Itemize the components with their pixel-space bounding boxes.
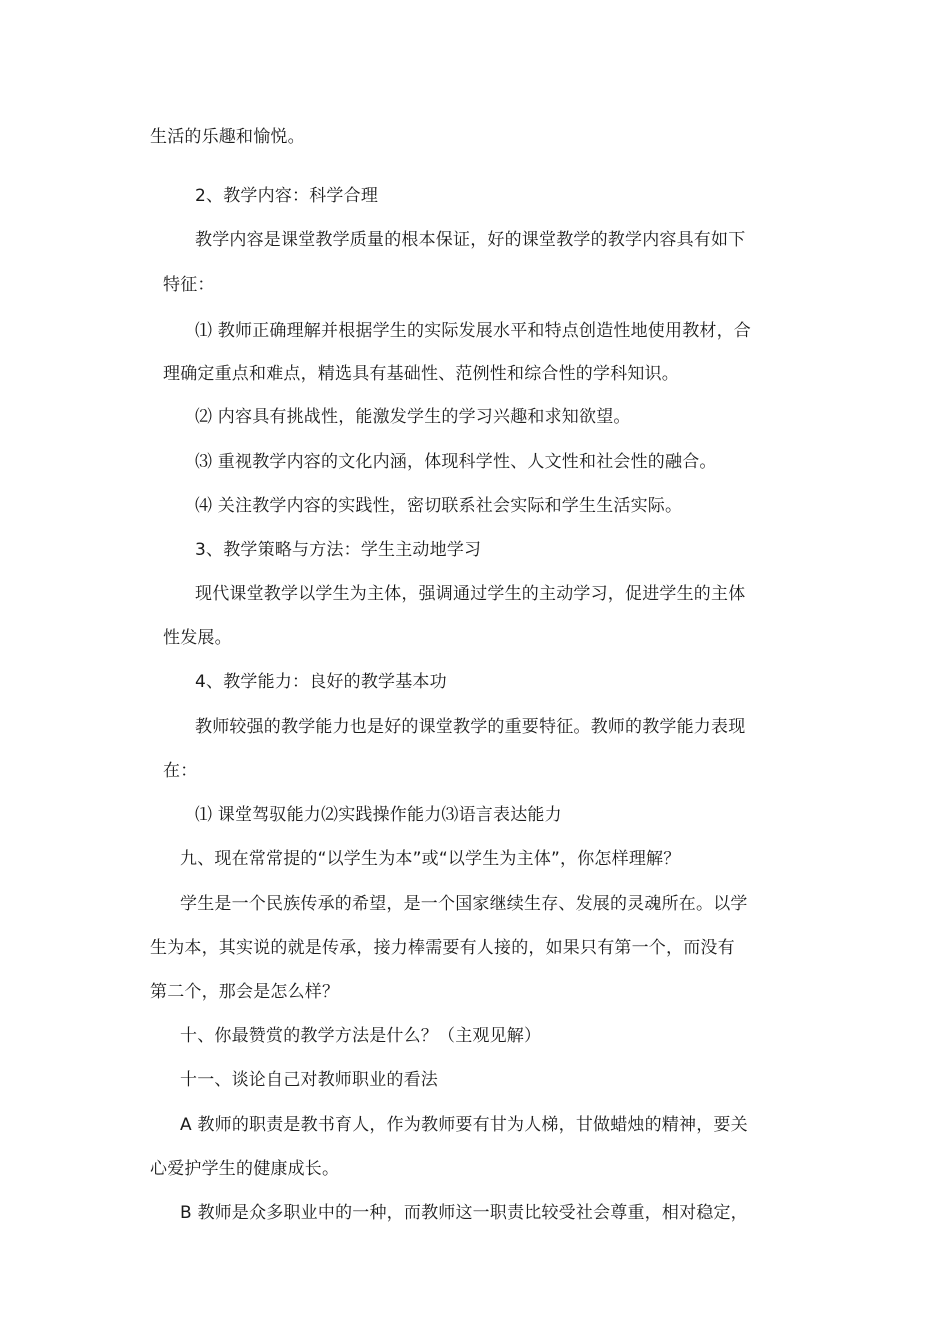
list-item-continuation: 理确定重点和难点，精选具有基础性、范例性和综合性的学科知识。 [163, 364, 679, 384]
paragraph-line: 心爱护学生的健康成长。 [150, 1159, 340, 1179]
section-heading: 3、教学策略与方法：学生主动地学习 [195, 540, 482, 560]
question-heading: 十、你最赞赏的教学方法是什么？（主观见解） [180, 1026, 542, 1046]
paragraph-line: 教学内容是课堂教学质量的根本保证，好的课堂教学的教学内容具有如下 [195, 230, 746, 250]
paragraph-line: 特征： [163, 275, 215, 295]
paragraph-line: A 教师的职责是教书育人，作为教师要有甘为人梯，甘做蜡烛的精神，要关 [180, 1115, 748, 1135]
section-heading: 2、教学内容：科学合理 [195, 186, 379, 206]
list-item: ⑴ 课堂驾驭能力⑵实践操作能力⑶语言表达能力 [195, 805, 562, 825]
list-item: ⑷ 关注教学内容的实践性，密切联系社会实际和学生生活实际。 [195, 496, 683, 516]
paragraph-line: 第二个，那会是怎么样？ [150, 982, 340, 1002]
question-heading: 九、现在常常提的“以学生为本”或“以学生为主体”，你怎样理解？ [180, 849, 681, 869]
paragraph-line: 现代课堂教学以学生为主体，强调通过学生的主动学习，促进学生的主体 [195, 584, 746, 604]
paragraph-line: 性发展。 [163, 628, 232, 648]
list-item: ⑶ 重视教学内容的文化内涵，体现科学性、人文性和社会性的融合。 [195, 452, 717, 472]
list-item: ⑵ 内容具有挑战性，能激发学生的学习兴趣和求知欲望。 [195, 407, 631, 427]
question-heading: 十一、谈论自己对教师职业的看法 [180, 1070, 438, 1090]
paragraph-line: 生活的乐趣和愉悦。 [150, 127, 305, 147]
paragraph-line: 学生是一个民族传承的希望，是一个国家继续生存、发展的灵魂所在。以学 [180, 894, 748, 914]
paragraph-line: 教师较强的教学能力也是好的课堂教学的重要特征。教师的教学能力表现 [195, 717, 746, 737]
paragraph-line: 在： [163, 761, 198, 781]
paragraph-line: 生为本，其实说的就是传承，接力棒需要有人接的，如果只有第一个，而没有 [150, 938, 735, 958]
paragraph-line: B 教师是众多职业中的一种，而教师这一职责比较受社会尊重，相对稳定， [180, 1203, 748, 1223]
list-item: ⑴ 教师正确理解并根据学生的实际发展水平和特点创造性地使用教材，合 [195, 321, 752, 341]
section-heading: 4、教学能力：良好的教学基本功 [195, 672, 447, 692]
